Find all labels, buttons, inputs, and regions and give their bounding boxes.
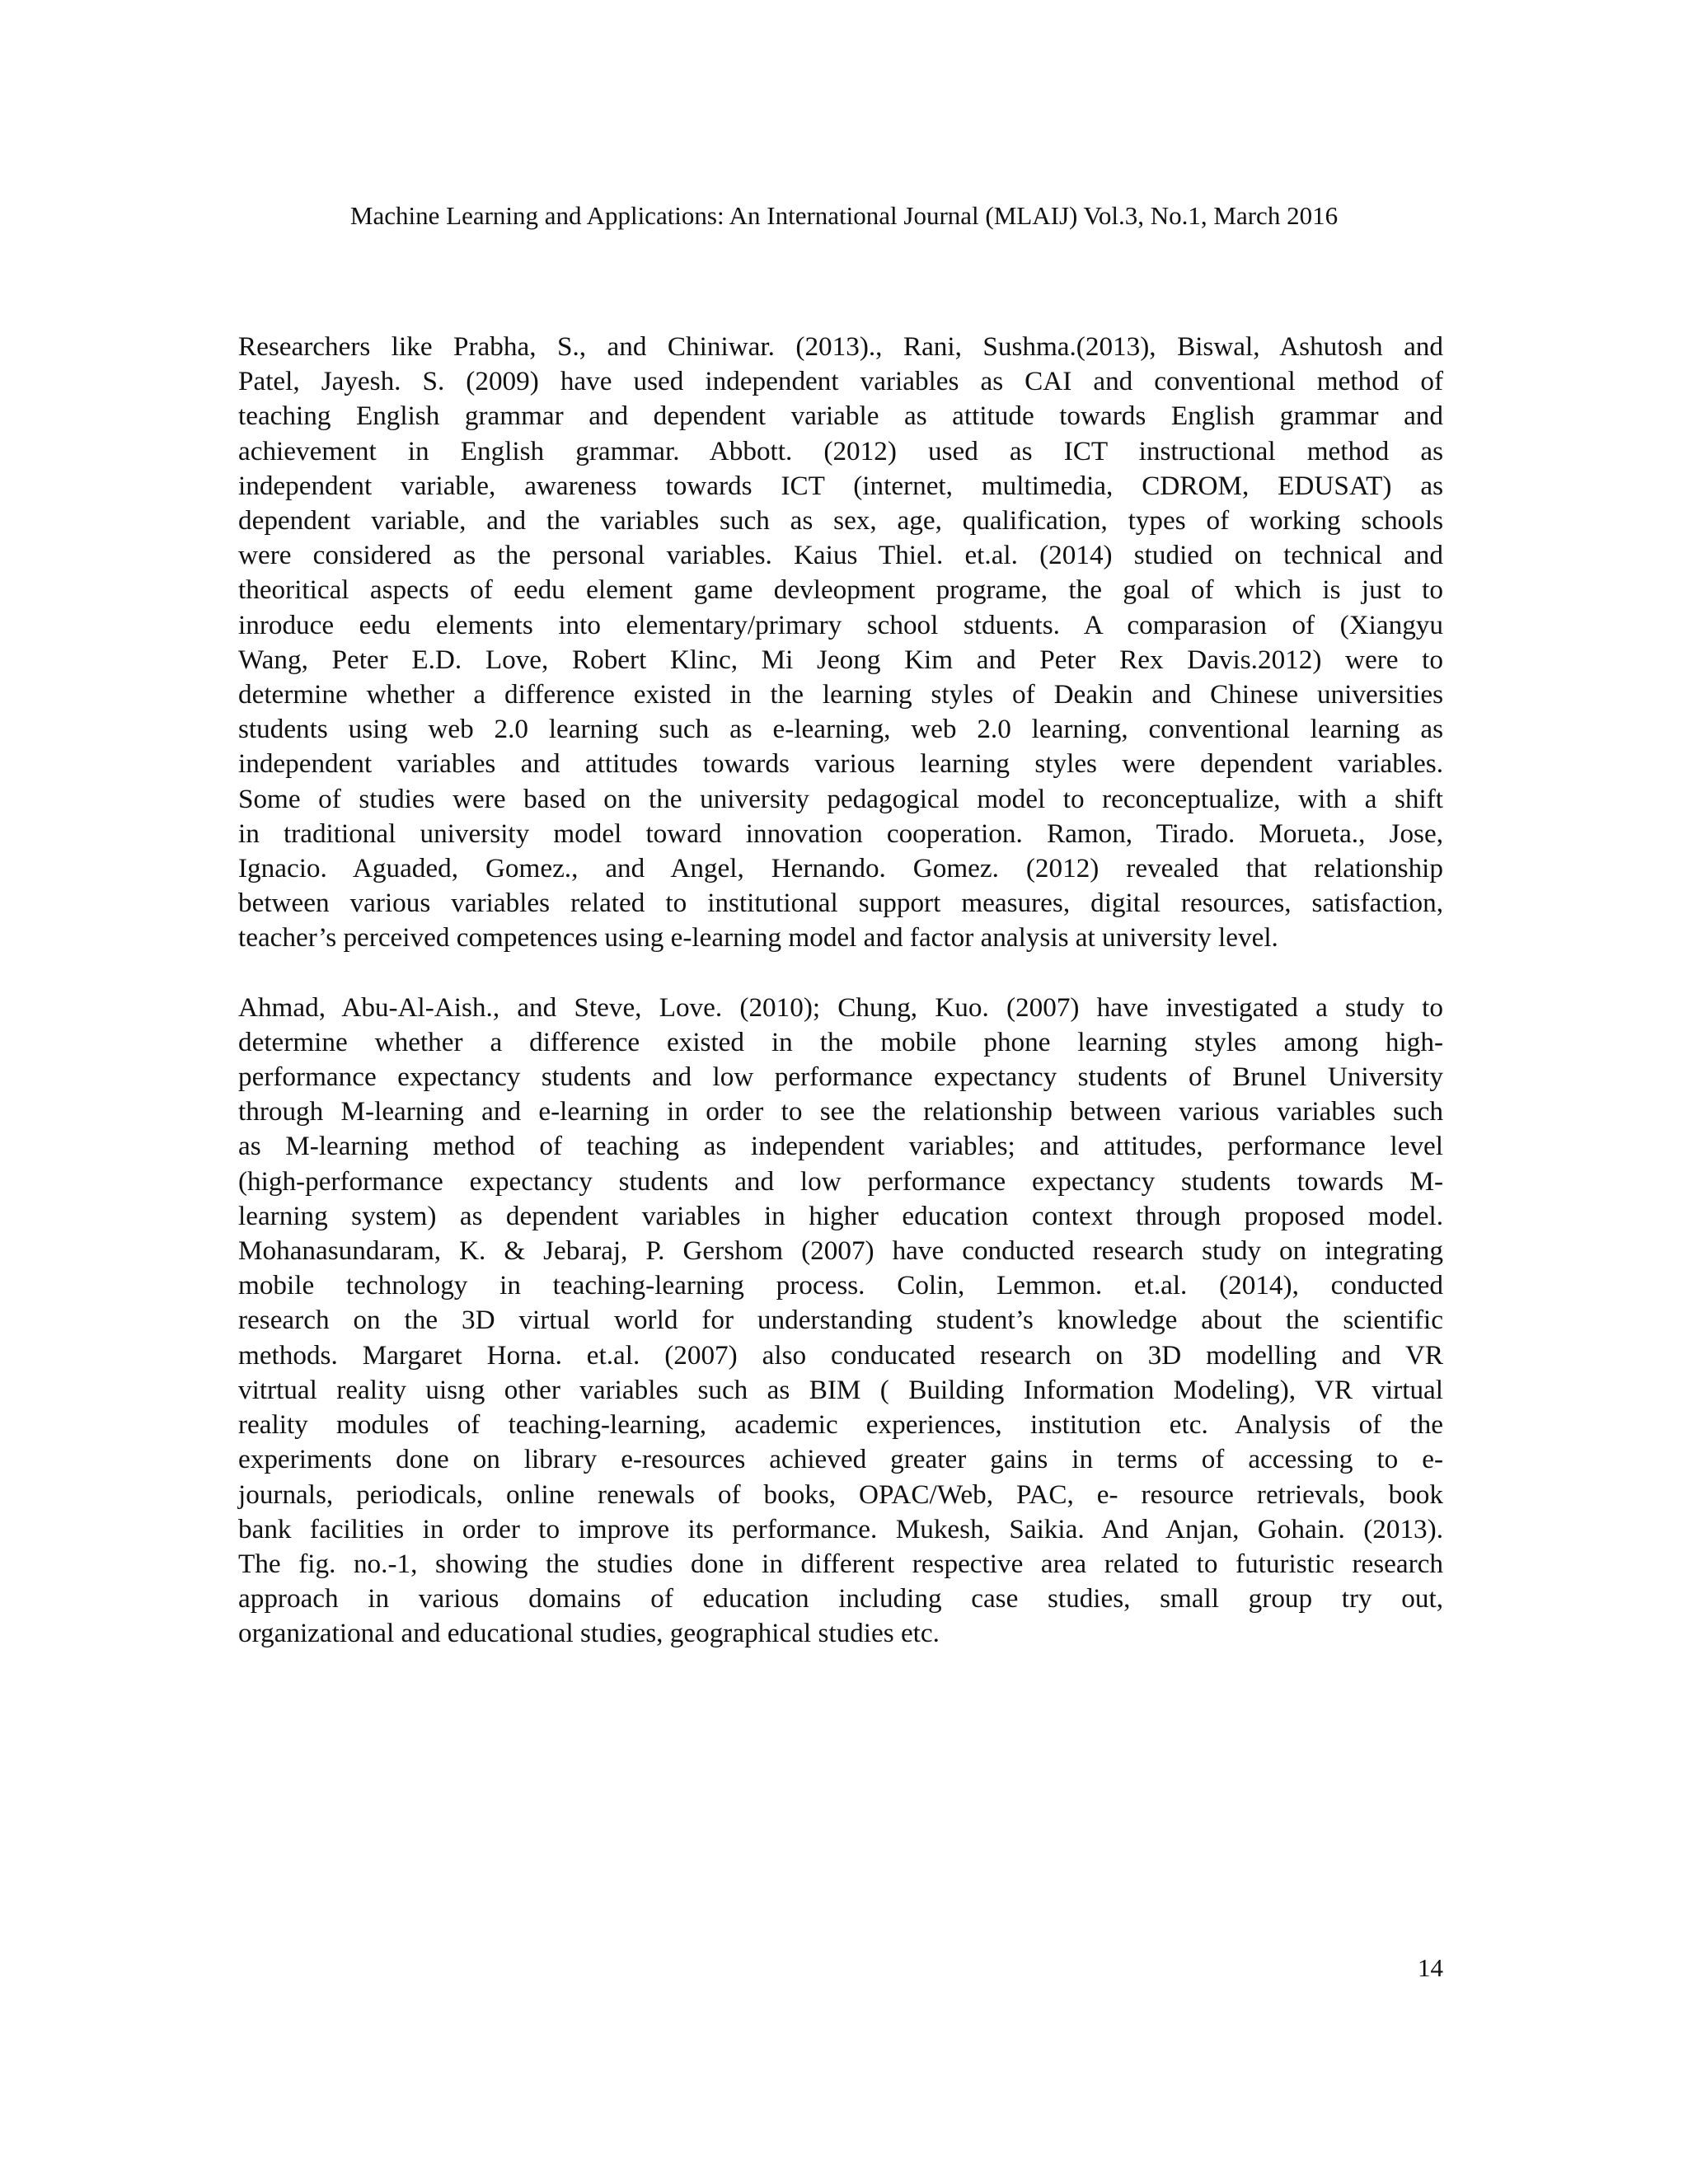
- text-line: independent variable, awareness towards ICT (internet, multimedia, CDROM, EDUSAT) as: [238, 470, 1443, 501]
- text-line: teacher’s perceived competences using e-learning model and factor analysis at university level.: [238, 922, 1278, 954]
- running-header: Machine Learning and Applications: An International Journal (MLAIJ) Vol.3, No.1, March 2016: [349, 201, 1339, 230]
- text-line: The fig. no.-1, showing the studies done in different respective area related to futuristic research: [238, 1548, 1443, 1579]
- text-line: performance expectancy students and low performance expectancy students of Brunel University: [238, 1062, 1443, 1093]
- text-line: Ahmad, Abu-Al-Aish., and Steve, Love. (2010); Chung, Kuo. (2007) have investigated a study to: [238, 991, 1443, 1023]
- body-text: [238, 330, 1443, 1652]
- paragraph: [238, 330, 1443, 956]
- text-line: teaching English grammar and dependent variable as attitude towards English grammar and: [238, 401, 1443, 432]
- text-line: mobile technology in teaching-learning process. Colin, Lemmon. et.al. (2014), conducted: [238, 1270, 1443, 1301]
- text-line: Wang, Peter E.D. Love, Robert Klinc, Mi Jeong Kim and Peter Rex Davis.2012) were to: [238, 644, 1443, 675]
- text-line: Researchers like Prabha, S., and Chiniwar. (2013)., Rani, Sushma.(2013), Biswal, Ashutosh and: [238, 331, 1443, 362]
- text-line: determine whether a difference existed in the mobile phone learning styles among high-: [238, 1026, 1443, 1057]
- text-line: experiments done on library e-resources achieved greater gains in terms of accessing to e-: [238, 1444, 1443, 1475]
- text-line: dependent variable, and the variables such as sex, age, qualification, types of working schools: [238, 505, 1443, 537]
- page-number: 14: [1418, 1953, 1443, 1982]
- text-line: journals, periodicals, online renewals of books, OPAC/Web, PAC, e- resource retrievals, book: [238, 1479, 1443, 1510]
- text-line: Some of studies were based on the university pedagogical model to reconceptualize, with a shift: [238, 783, 1443, 814]
- text-line: were considered as the personal variables. Kaius Thiel. et.al. (2014) studied on technical and: [238, 540, 1443, 571]
- text-line: Mohanasundaram, K. & Jebaraj, P. Gershom (2007) have conducted research study on integrating: [238, 1235, 1443, 1267]
- text-line: vitrtual reality uisng other variables such as BIM ( Building Information Modeling), VR virtual: [238, 1374, 1443, 1405]
- text-line: determine whether a difference existed in the learning styles of Deakin and Chinese universities: [238, 679, 1443, 710]
- text-line: organizational and educational studies, geographical studies etc.: [238, 1618, 940, 1649]
- text-line: approach in various domains of education including case studies, small group try out,: [238, 1583, 1443, 1615]
- paragraph: [238, 991, 1443, 1652]
- text-line: students using web 2.0 learning such as e-learning, web 2.0 learning, conventional learning as: [238, 714, 1443, 745]
- text-line: between various variables related to institutional support measures, digital resources, satisfaction,: [238, 888, 1443, 919]
- text-line: through M-learning and e-learning in order to see the relationship between various variables such: [238, 1096, 1443, 1127]
- text-line: in traditional university model toward innovation cooperation. Ramon, Tirado. Morueta., Jose,: [238, 818, 1443, 849]
- text-line: reality modules of teaching-learning, academic experiences, institution etc. Analysis of the: [238, 1409, 1443, 1441]
- text-line: achievement in English grammar. Abbott. (2012) used as ICT instructional method as: [238, 435, 1443, 466]
- text-line: (high-performance expectancy students and low performance expectancy students towards M-: [238, 1165, 1443, 1197]
- text-line: methods. Margaret Horna. et.al. (2007) also conducated research on 3D modelling and VR: [238, 1339, 1443, 1371]
- text-line: research on the 3D virtual world for understanding student’s knowledge about the scientific: [238, 1305, 1443, 1336]
- text-line: Patel, Jayesh. S. (2009) have used independent variables as CAI and conventional method of: [238, 366, 1443, 397]
- text-line: inroduce eedu elements into elementary/primary school stduents. A comparasion of (Xiangyu: [238, 609, 1443, 640]
- text-line: as M-learning method of teaching as independent variables; and attitudes, performance level: [238, 1131, 1443, 1162]
- text-line: independent variables and attitudes towards various learning styles were dependent variables.: [238, 748, 1443, 780]
- text-line: bank facilities in order to improve its performance. Mukesh, Saikia. And Anjan, Gohain. (2013).: [238, 1513, 1443, 1544]
- text-line: learning system) as dependent variables in higher education context through proposed model.: [238, 1200, 1443, 1231]
- text-line: theoritical aspects of eedu element game devleopment programe, the goal of which is just to: [238, 574, 1443, 606]
- text-line: Ignacio. Aguaded, Gomez., and Angel, Hernando. Gomez. (2012) revealed that relationship: [238, 853, 1443, 884]
